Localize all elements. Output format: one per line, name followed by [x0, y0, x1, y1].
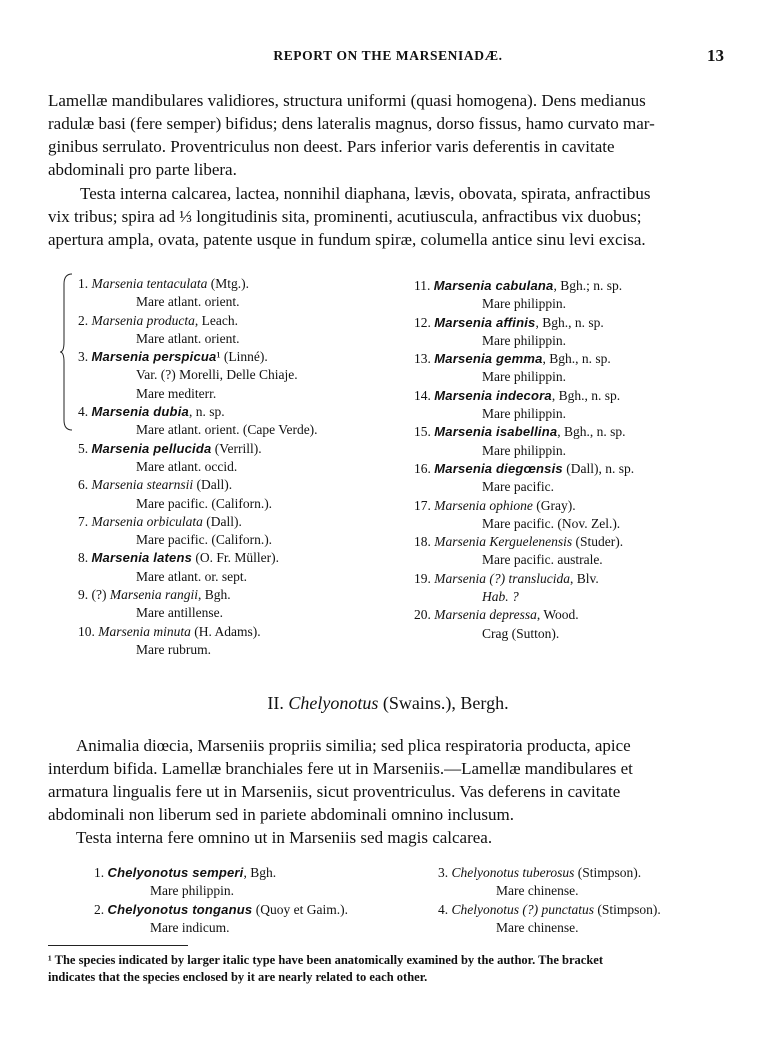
- species-number: 2.: [78, 312, 89, 328]
- species-number: 18.: [414, 534, 431, 550]
- species-entry: [438, 901, 738, 938]
- species-name-line: [438, 901, 738, 919]
- species-name-line: [78, 312, 398, 330]
- species-name: Chelyonotus (?) punctatus: [451, 901, 594, 917]
- species-name: Marsenia perspicua: [91, 349, 217, 365]
- species-name-line: [414, 497, 734, 515]
- species-name: Marsenia minuta: [98, 623, 191, 639]
- species-entry: [78, 403, 398, 440]
- species-habitat: Mare pacific. (Nov. Zel.).: [482, 515, 621, 531]
- species-name-line: [78, 476, 398, 494]
- species-habitat: Mare atlant. orient.: [136, 294, 240, 310]
- species-habitat: Mare atlant. orient.: [136, 330, 240, 346]
- species-habitat: Mare atlant. or. sept.: [136, 568, 247, 584]
- text-line: Testa interna calcarea, lactea, nonnihil diaphana, lævis, obovata, spirata, anfractibus: [80, 184, 651, 203]
- text-line: interdum bifida. Lamellæ branchiales fere ut in Marseniis.—Lamellæ mandibulares et: [48, 759, 633, 778]
- species-number: 4.: [78, 404, 89, 420]
- species-authority: (Stimpson).: [593, 901, 661, 917]
- species-name: Marsenia diegœnsis: [434, 460, 563, 476]
- species-name: Marsenia Kerguelenensis: [434, 534, 573, 550]
- grouping-bracket: [60, 272, 74, 432]
- species-name-line: [414, 460, 734, 478]
- species-name: Marsenia indecora: [434, 387, 552, 403]
- species-name: Marsenia ophione: [434, 497, 533, 513]
- species-entry: [414, 387, 734, 424]
- running-title: REPORT ON THE MARSENIADÆ.: [273, 48, 503, 63]
- species-authority: , Bgh., n. sp.: [551, 387, 621, 403]
- species-name: Marsenia pellucida: [91, 440, 212, 456]
- species-authority: (Gray).: [532, 497, 576, 513]
- species-habitat: Mare mediterr.: [136, 385, 217, 401]
- species-habitat: Mare philippin.: [482, 332, 566, 348]
- species-entry: [94, 864, 414, 901]
- species-authority: (Mtg.).: [207, 276, 249, 291]
- species-number: 3.: [438, 865, 449, 880]
- species-authority: , n. sp.: [188, 404, 225, 420]
- species-name-line: [414, 314, 734, 332]
- species-entry: [438, 864, 738, 901]
- species-habitat: Mare atlant. occid.: [136, 458, 238, 474]
- species-name-line: [414, 277, 734, 295]
- species-entry: [414, 423, 734, 460]
- page-header: [0, 46, 776, 68]
- species-name: Marsenia tentaculata: [91, 276, 208, 291]
- species-authority: , Bgh., n. sp.: [542, 351, 611, 367]
- species-name: Chelyonotus tuberosus: [451, 865, 575, 880]
- text-line: armatura lingualis fere ut in Marseniis, sicut proventriculus. Vas deferens in cavitate: [48, 782, 621, 801]
- species-name-line: [414, 423, 734, 441]
- species-entry: [414, 277, 734, 314]
- species-entry: [78, 476, 398, 513]
- species-name-line: [78, 348, 398, 366]
- species-habitat: Mare antillense.: [136, 605, 223, 621]
- species-entry: [414, 606, 734, 643]
- species-number: 14.: [414, 387, 431, 403]
- species-entry: [78, 549, 398, 586]
- species-habitat: Mare atlant. orient. (Cape Verde).: [136, 422, 318, 438]
- species-name: Marsenia isabellina: [434, 424, 558, 440]
- species-authority: ¹ (Linné).: [216, 349, 268, 365]
- species-name: Marsenia dubia: [91, 404, 189, 420]
- species-name-line: [78, 275, 398, 293]
- species-entry: [414, 460, 734, 497]
- footnote: [48, 952, 728, 986]
- species-name-line: [414, 570, 734, 588]
- species-name: Marsenia latens: [91, 550, 193, 566]
- species-habitat: Mare philippin.: [482, 369, 566, 385]
- species-name: Chelyonotus tonganus: [107, 901, 253, 917]
- species-number: 10.: [78, 623, 95, 639]
- species-number: 9. (?): [78, 587, 107, 603]
- species-name-line: [414, 350, 734, 368]
- species-name: Marsenia cabulana: [433, 278, 554, 293]
- species-entry: [414, 497, 734, 534]
- section2-paragraph-1: [48, 734, 728, 826]
- section-title-authority: (Swains.), Bergh.: [378, 693, 509, 713]
- chelyonotus-species-list-right: [438, 864, 738, 937]
- species-name: Marsenia depressa: [434, 607, 537, 623]
- species-name: Marsenia rangii: [109, 587, 198, 603]
- species-number: 19.: [414, 570, 431, 586]
- text-line: radulæ basi (fere semper) bifidus; dens lateralis magnus, dorso fissus, hamo curvato mar-: [48, 114, 655, 133]
- species-habitat: Crag (Sutton).: [482, 625, 560, 641]
- text-line: apertura ampla, ovata, patente usque in fundum spiræ, columella antice sinu levi excisa.: [48, 230, 646, 249]
- text-line: vix tribus; spira ad ⅓ longitudinis sita, prominenti, acutiuscula, anfractibus vix duobus;: [48, 207, 642, 226]
- species-number: 1.: [94, 865, 105, 880]
- species-name-line: [414, 533, 734, 551]
- species-habitat: Mare philippin.: [482, 296, 566, 312]
- species-authority: , Bgh., n. sp.: [535, 314, 604, 330]
- species-authority: (O. Fr. Müller).: [192, 550, 280, 566]
- species-name-line: [94, 901, 414, 919]
- species-name-line: [438, 864, 738, 882]
- species-habitat: Mare pacific. (Californ.).: [136, 495, 273, 511]
- species-name-line: [78, 623, 398, 641]
- species-entry: [414, 533, 734, 570]
- species-authority: , Bgh.; n. sp.: [553, 278, 623, 293]
- species-number: 6.: [78, 477, 89, 493]
- species-entry: [78, 623, 398, 660]
- species-name: Marsenia orbiculata: [91, 513, 203, 529]
- species-name: Marsenia (?) translucida: [434, 570, 570, 586]
- species-number: 5.: [78, 440, 89, 456]
- species-authority: , Blv.: [570, 570, 599, 586]
- species-entry: [94, 901, 414, 938]
- species-name-line: [78, 513, 398, 531]
- species-entry: [78, 312, 398, 349]
- species-habitat: Mare rubrum.: [136, 641, 211, 657]
- species-authority: (Dall), n. sp.: [562, 460, 635, 476]
- species-habitat: Var. (?) Morelli, Delle Chiaje.: [136, 367, 298, 383]
- species-habitat: Mare philippin.: [482, 442, 566, 458]
- species-number: 8.: [78, 550, 89, 566]
- text-line: Lamellæ mandibulares validiores, structura uniformi (quasi homogena). Dens medianus: [48, 91, 646, 110]
- species-habitat: Hab. ?: [482, 589, 519, 605]
- species-habitat: Mare chinense.: [496, 883, 579, 899]
- text-line: Animalia diœcia, Marseniis propriis similia; sed plica respiratoria producta, apice: [76, 736, 631, 755]
- species-authority: (Verrill).: [211, 440, 262, 456]
- species-number: 16.: [414, 460, 431, 476]
- text-line: abdominali non liberum sed in pariete abdominali omnino inclusum.: [48, 805, 514, 824]
- species-name-line: [414, 387, 734, 405]
- species-number: 4.: [438, 901, 449, 917]
- species-habitat: Mare chinense.: [496, 919, 579, 935]
- species-authority: , Wood.: [536, 607, 579, 623]
- species-name-line: [78, 549, 398, 567]
- species-authority: (Stimpson).: [574, 865, 642, 880]
- text-line: abdominali pro parte libera.: [48, 160, 237, 179]
- intro-paragraph-1: [48, 89, 728, 181]
- intro-paragraph-2: [48, 182, 728, 251]
- species-habitat: Mare philippin.: [150, 883, 234, 899]
- species-entry: [414, 350, 734, 387]
- species-name-line: [94, 864, 414, 882]
- text-line: ginibus serrulato. Proventriculus non deest. Pars inferior varis deferentis in cavitate: [48, 137, 615, 156]
- section-genus-name: Chelyonotus: [288, 693, 379, 713]
- species-name: Marsenia gemma: [434, 351, 543, 367]
- species-number: 15.: [414, 424, 431, 440]
- section2-paragraph-2: [48, 826, 728, 849]
- species-authority: , Bgh., n. sp.: [557, 424, 626, 440]
- species-number: 20.: [414, 607, 431, 623]
- species-name: Marsenia stearnsii: [91, 477, 194, 493]
- footnote-line: indicates that the species enclosed by it are nearly related to each other.: [48, 970, 428, 984]
- section-roman-numeral: II.: [267, 693, 284, 713]
- species-number: 13.: [414, 351, 431, 367]
- species-entry: [78, 586, 398, 623]
- species-entry: [78, 275, 398, 312]
- text-line: Testa interna fere omnino ut in Marseniis sed magis calcarea.: [76, 828, 493, 847]
- species-entry: [414, 314, 734, 351]
- species-authority: (Studer).: [572, 534, 624, 550]
- species-name: Marsenia producta: [91, 312, 195, 328]
- species-habitat: Mare pacific. (Californ.).: [136, 532, 273, 548]
- species-habitat: Mare indicum.: [150, 919, 230, 935]
- species-name-line: [78, 403, 398, 421]
- species-number: 1.: [78, 276, 89, 291]
- species-number: 7.: [78, 513, 89, 529]
- species-entry: [78, 348, 398, 403]
- species-entry: [78, 440, 398, 477]
- species-habitat: Mare pacific.: [482, 479, 554, 495]
- species-entry: [78, 513, 398, 550]
- species-number: 3.: [78, 349, 89, 365]
- footnote-line: ¹ The species indicated by larger italic type have been anatomically examined by the author. The bracket: [48, 953, 604, 967]
- species-name-line: [78, 440, 398, 458]
- species-entry: [414, 570, 734, 607]
- footnote-rule: [48, 945, 188, 946]
- marsenia-species-list-left: [78, 275, 398, 659]
- species-number: 2.: [94, 901, 105, 917]
- species-authority: , Leach.: [194, 312, 238, 328]
- species-number: 12.: [414, 314, 431, 330]
- species-authority: (Quoy et Gaim.).: [252, 901, 348, 917]
- species-name-line: [414, 606, 734, 624]
- page-number: 13: [707, 46, 724, 65]
- species-authority: (H. Adams).: [190, 623, 261, 639]
- species-habitat: Mare philippin.: [482, 406, 566, 422]
- species-authority: (Dall).: [193, 477, 233, 493]
- chelyonotus-species-list-left: [94, 864, 414, 937]
- marsenia-species-list-right: [414, 277, 734, 643]
- species-authority: (Dall).: [202, 513, 242, 529]
- species-name-line: [78, 586, 398, 604]
- species-authority: , Bgh.: [243, 865, 277, 880]
- species-habitat: Mare pacific. australe.: [482, 552, 603, 568]
- section-title: [0, 693, 776, 714]
- species-number: 11.: [414, 278, 431, 293]
- species-number: 17.: [414, 497, 431, 513]
- species-authority: , Bgh.: [198, 587, 231, 603]
- species-name: Chelyonotus semperi: [107, 865, 244, 880]
- species-name: Marsenia affinis: [434, 314, 536, 330]
